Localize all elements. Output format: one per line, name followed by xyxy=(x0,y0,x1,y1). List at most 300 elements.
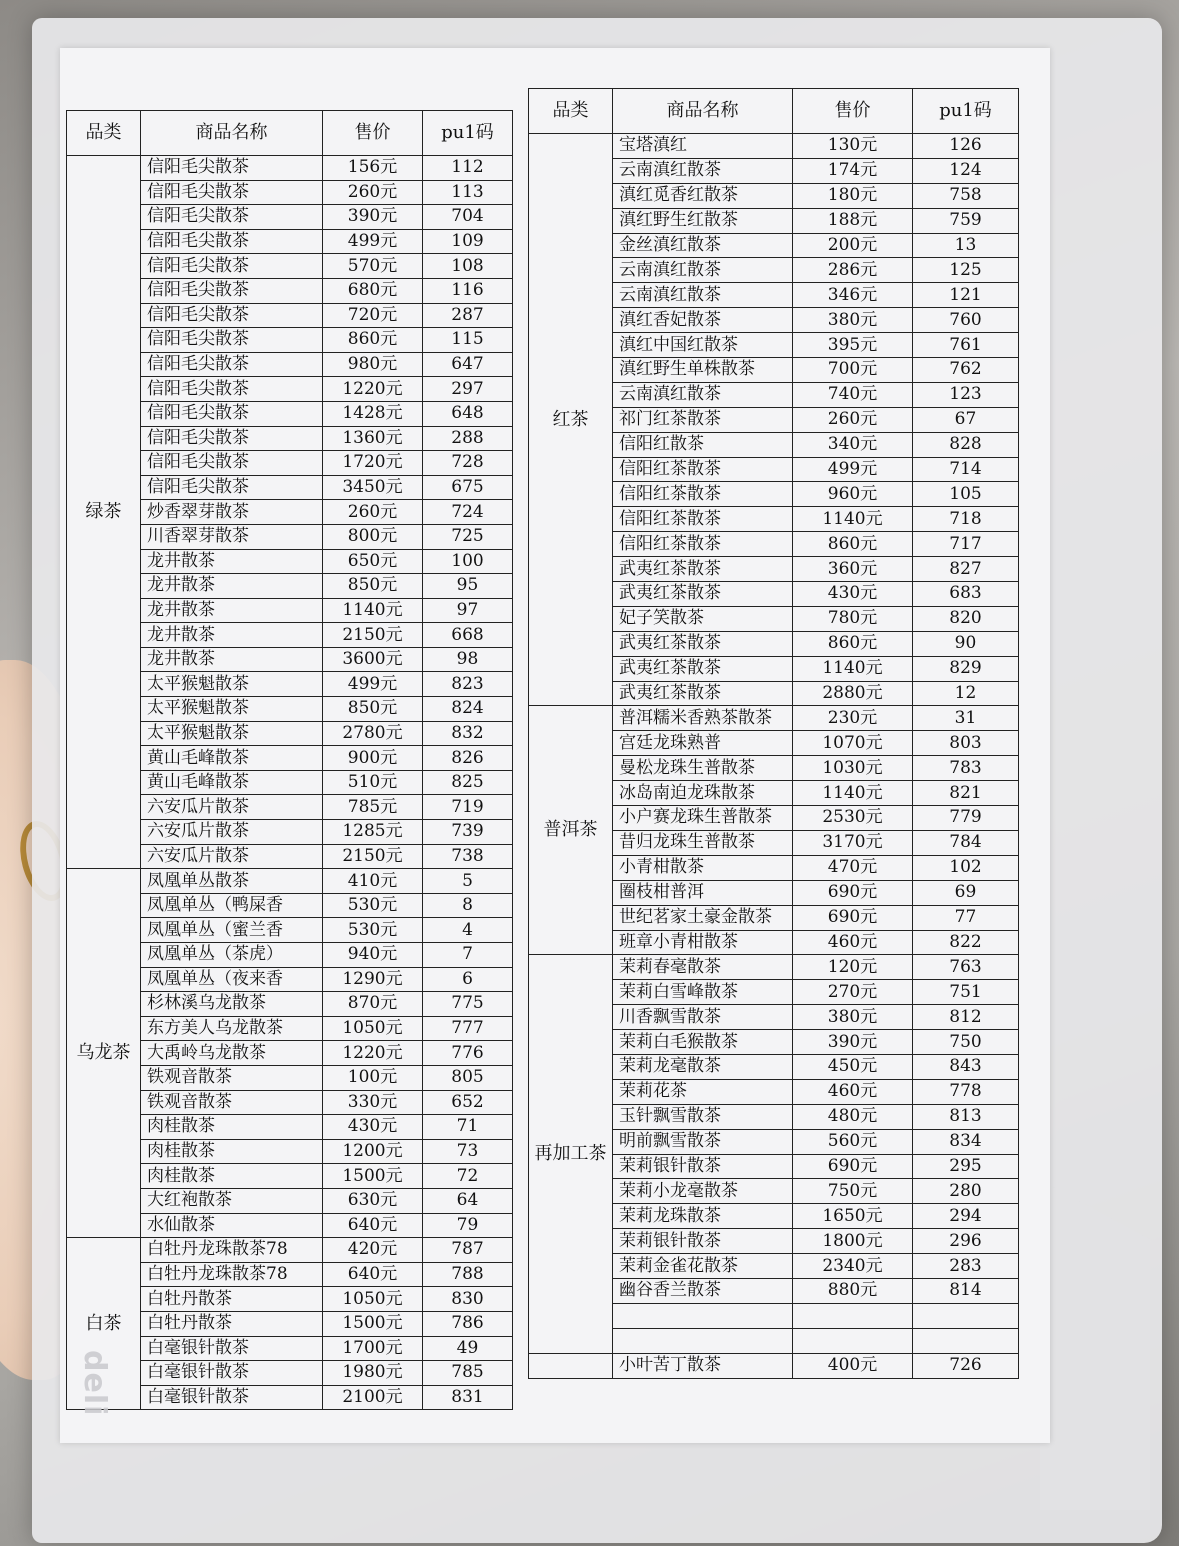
price-cell: 499元 xyxy=(793,457,913,482)
price-cell: 1140元 xyxy=(793,781,913,806)
price-cell: 260元 xyxy=(793,407,913,432)
code-cell: 776 xyxy=(423,1041,513,1066)
price-cell: 480元 xyxy=(793,1104,913,1129)
price-cell: 1500元 xyxy=(323,1164,423,1189)
price-cell: 346元 xyxy=(793,283,913,308)
name-cell: 信阳红茶散茶 xyxy=(613,482,793,507)
name-cell: 信阳红茶散茶 xyxy=(613,507,793,532)
price-cell: 499元 xyxy=(323,672,423,697)
name-cell: 大禹岭乌龙散茶 xyxy=(141,1041,323,1066)
price-cell: 156元 xyxy=(323,156,423,181)
name-cell xyxy=(613,1303,793,1328)
name-cell: 滇红中国红散茶 xyxy=(613,333,793,358)
code-cell: 827 xyxy=(913,557,1019,582)
price-cell: 270元 xyxy=(793,980,913,1005)
header-code: pu1码 xyxy=(913,89,1019,134)
code-cell: 704 xyxy=(423,205,513,230)
code-cell: 783 xyxy=(913,756,1019,781)
name-cell: 六安瓜片散茶 xyxy=(141,844,323,869)
code-cell: 834 xyxy=(913,1129,1019,1154)
left-price-table xyxy=(66,110,512,1410)
code-cell: 778 xyxy=(913,1079,1019,1104)
code-cell: 126 xyxy=(913,134,1019,159)
name-cell: 幽谷香兰散茶 xyxy=(613,1278,793,1303)
name-cell: 六安瓜片散茶 xyxy=(141,820,323,845)
table-row xyxy=(529,706,1019,731)
price-cell: 340元 xyxy=(793,432,913,457)
code-cell: 295 xyxy=(913,1154,1019,1179)
price-cell: 530元 xyxy=(323,918,423,943)
price-cell: 2150元 xyxy=(323,844,423,869)
price-cell: 2150元 xyxy=(323,623,423,648)
code-cell: 283 xyxy=(913,1254,1019,1279)
code-cell: 775 xyxy=(423,992,513,1017)
name-cell: 肉桂散茶 xyxy=(141,1139,323,1164)
price-cell: 560元 xyxy=(793,1129,913,1154)
table-row xyxy=(529,955,1019,980)
code-cell xyxy=(913,1303,1019,1328)
name-cell: 滇红觅香红散茶 xyxy=(613,183,793,208)
name-cell: 黄山毛峰散茶 xyxy=(141,770,323,795)
price-cell: 180元 xyxy=(793,183,913,208)
code-cell: 675 xyxy=(423,475,513,500)
price-cell: 1220元 xyxy=(323,1041,423,1066)
name-cell: 茉莉金雀花散茶 xyxy=(613,1254,793,1279)
price-cell: 1285元 xyxy=(323,820,423,845)
name-cell: 武夷红茶散茶 xyxy=(613,681,793,706)
code-cell: 788 xyxy=(423,1262,513,1287)
price-cell: 3600元 xyxy=(323,647,423,672)
code-cell: 297 xyxy=(423,377,513,402)
price-cell: 1800元 xyxy=(793,1229,913,1254)
name-cell: 圈枝柑普洱 xyxy=(613,880,793,905)
name-cell: 云南滇红散茶 xyxy=(613,258,793,283)
name-cell: 太平猴魁散茶 xyxy=(141,697,323,722)
code-cell: 5 xyxy=(423,869,513,894)
code-cell: 7 xyxy=(423,943,513,968)
name-cell: 昔归龙珠生普散茶 xyxy=(613,830,793,855)
category-cell: 白茶 xyxy=(67,1238,141,1410)
name-cell: 武夷红茶散茶 xyxy=(613,582,793,607)
name-cell: 肉桂散茶 xyxy=(141,1115,323,1140)
price-cell: 1980元 xyxy=(323,1361,423,1386)
price-cell: 330元 xyxy=(323,1090,423,1115)
code-cell: 777 xyxy=(423,1016,513,1041)
code-cell: 714 xyxy=(913,457,1019,482)
code-cell: 826 xyxy=(423,746,513,771)
name-cell: 云南滇红散茶 xyxy=(613,283,793,308)
code-cell: 728 xyxy=(423,451,513,476)
code-cell: 750 xyxy=(913,1030,1019,1055)
header-name: 商品名称 xyxy=(613,89,793,134)
code-cell: 647 xyxy=(423,352,513,377)
name-cell: 普洱糯米香熟茶散茶 xyxy=(613,706,793,731)
name-cell: 武夷红茶散茶 xyxy=(613,557,793,582)
name-cell: 信阳毛尖散茶 xyxy=(141,303,323,328)
price-cell: 860元 xyxy=(793,532,913,557)
code-cell: 738 xyxy=(423,844,513,869)
code-cell: 113 xyxy=(423,180,513,205)
code-cell: 648 xyxy=(423,401,513,426)
name-cell: 铁观音散茶 xyxy=(141,1090,323,1115)
price-cell: 940元 xyxy=(323,943,423,968)
name-cell: 世纪茗家土豪金散茶 xyxy=(613,905,793,930)
code-cell: 116 xyxy=(423,278,513,303)
code-cell: 8 xyxy=(423,893,513,918)
code-cell: 97 xyxy=(423,598,513,623)
price-cell: 2880元 xyxy=(793,681,913,706)
name-cell: 凤凰单丛（鸭屎香 xyxy=(141,893,323,918)
name-cell: 杉林溪乌龙散茶 xyxy=(141,992,323,1017)
name-cell: 妃子笑散茶 xyxy=(613,606,793,631)
name-cell xyxy=(613,1328,793,1353)
price-cell: 1200元 xyxy=(323,1139,423,1164)
name-cell: 茉莉白毛猴散茶 xyxy=(613,1030,793,1055)
price-sheet xyxy=(60,48,1050,1443)
code-cell: 751 xyxy=(913,980,1019,1005)
code-cell: 294 xyxy=(913,1204,1019,1229)
code-cell: 787 xyxy=(423,1238,513,1263)
code-cell: 825 xyxy=(423,770,513,795)
code-cell: 296 xyxy=(913,1229,1019,1254)
price-cell: 510元 xyxy=(323,770,423,795)
name-cell: 白毫银针散茶 xyxy=(141,1336,323,1361)
code-cell: 763 xyxy=(913,955,1019,980)
name-cell: 滇红野生红散茶 xyxy=(613,208,793,233)
price-cell: 860元 xyxy=(793,631,913,656)
price-cell: 120元 xyxy=(793,955,913,980)
price-cell: 1140元 xyxy=(793,507,913,532)
name-cell: 信阳毛尖散茶 xyxy=(141,475,323,500)
code-cell: 12 xyxy=(913,681,1019,706)
code-cell: 49 xyxy=(423,1336,513,1361)
name-cell: 信阳毛尖散茶 xyxy=(141,426,323,451)
name-cell: 小叶苦丁散茶 xyxy=(613,1353,793,1378)
price-cell: 650元 xyxy=(323,549,423,574)
name-cell: 滇红香妃散茶 xyxy=(613,308,793,333)
code-cell: 98 xyxy=(423,647,513,672)
name-cell: 龙井散茶 xyxy=(141,574,323,599)
name-cell: 宝塔滇红 xyxy=(613,134,793,159)
table-row xyxy=(67,156,513,181)
price-cell: 780元 xyxy=(793,606,913,631)
code-cell: 784 xyxy=(913,830,1019,855)
price-cell: 640元 xyxy=(323,1213,423,1238)
price-cell: 1720元 xyxy=(323,451,423,476)
code-cell: 4 xyxy=(423,918,513,943)
header-category: 品类 xyxy=(529,89,613,134)
code-cell: 760 xyxy=(913,308,1019,333)
price-cell: 100元 xyxy=(323,1065,423,1090)
name-cell: 信阳毛尖散茶 xyxy=(141,205,323,230)
code-cell: 830 xyxy=(423,1287,513,1312)
table-row xyxy=(529,1353,1019,1378)
code-cell: 287 xyxy=(423,303,513,328)
price-cell: 1070元 xyxy=(793,731,913,756)
price-cell: 3170元 xyxy=(793,830,913,855)
name-cell: 信阳红茶散茶 xyxy=(613,532,793,557)
name-cell: 凤凰单丛散茶 xyxy=(141,869,323,894)
name-cell: 小户赛龙珠生普散茶 xyxy=(613,806,793,831)
price-cell: 1050元 xyxy=(323,1287,423,1312)
code-cell: 13 xyxy=(913,233,1019,258)
price-cell: 720元 xyxy=(323,303,423,328)
code-cell: 71 xyxy=(423,1115,513,1140)
brand-watermark: deli xyxy=(77,1350,112,1417)
price-cell: 1650元 xyxy=(793,1204,913,1229)
price-cell: 390元 xyxy=(323,205,423,230)
price-cell: 460元 xyxy=(793,1079,913,1104)
code-cell: 105 xyxy=(913,482,1019,507)
name-cell: 茉莉龙珠散茶 xyxy=(613,1204,793,1229)
code-cell: 824 xyxy=(423,697,513,722)
name-cell: 玉针飘雪散茶 xyxy=(613,1104,793,1129)
price-cell: 2340元 xyxy=(793,1254,913,1279)
price-cell: 1700元 xyxy=(323,1336,423,1361)
code-cell: 726 xyxy=(913,1353,1019,1378)
code-cell: 718 xyxy=(913,507,1019,532)
price-cell: 800元 xyxy=(323,524,423,549)
name-cell: 茉莉春毫散茶 xyxy=(613,955,793,980)
price-cell: 690元 xyxy=(793,905,913,930)
name-cell: 川香飘雪散茶 xyxy=(613,1005,793,1030)
name-cell: 东方美人乌龙散茶 xyxy=(141,1016,323,1041)
price-cell: 700元 xyxy=(793,358,913,383)
name-cell: 金丝滇红散茶 xyxy=(613,233,793,258)
price-cell: 130元 xyxy=(793,134,913,159)
code-cell: 69 xyxy=(913,880,1019,905)
name-cell: 云南滇红散茶 xyxy=(613,158,793,183)
price-cell: 785元 xyxy=(323,795,423,820)
header-name: 商品名称 xyxy=(141,111,323,156)
category-cell: 普洱茶 xyxy=(529,706,613,955)
name-cell: 凤凰单丛（夜来香 xyxy=(141,967,323,992)
name-cell: 茉莉龙毫散茶 xyxy=(613,1054,793,1079)
price-cell xyxy=(793,1328,913,1353)
code-cell: 125 xyxy=(913,258,1019,283)
code-cell: 779 xyxy=(913,806,1019,831)
category-cell: 绿茶 xyxy=(67,156,141,869)
name-cell: 冰岛南迫龙珠散茶 xyxy=(613,781,793,806)
code-cell: 762 xyxy=(913,358,1019,383)
header-code: pu1码 xyxy=(423,111,513,156)
name-cell: 白毫银针散茶 xyxy=(141,1361,323,1386)
code-cell: 112 xyxy=(423,156,513,181)
price-cell: 430元 xyxy=(323,1115,423,1140)
price-cell: 850元 xyxy=(323,574,423,599)
code-cell: 109 xyxy=(423,229,513,254)
price-cell: 690元 xyxy=(793,1154,913,1179)
price-cell: 1140元 xyxy=(323,598,423,623)
code-cell: 100 xyxy=(423,549,513,574)
price-cell: 750元 xyxy=(793,1179,913,1204)
code-cell: 725 xyxy=(423,524,513,549)
name-cell: 信阳红散茶 xyxy=(613,432,793,457)
price-cell: 2530元 xyxy=(793,806,913,831)
code-cell: 805 xyxy=(423,1065,513,1090)
name-cell: 信阳红茶散茶 xyxy=(613,457,793,482)
name-cell: 黄山毛峰散茶 xyxy=(141,746,323,771)
name-cell: 茉莉白雪峰散茶 xyxy=(613,980,793,1005)
name-cell: 宫廷龙珠熟普 xyxy=(613,731,793,756)
name-cell: 曼松龙珠生普散茶 xyxy=(613,756,793,781)
code-cell: 124 xyxy=(913,158,1019,183)
price-cell: 640元 xyxy=(323,1262,423,1287)
code-cell: 822 xyxy=(913,930,1019,955)
name-cell: 云南滇红散茶 xyxy=(613,382,793,407)
header-price: 售价 xyxy=(793,89,913,134)
code-cell: 108 xyxy=(423,254,513,279)
name-cell: 凤凰单丛（蜜兰香 xyxy=(141,918,323,943)
name-cell: 茉莉小龙毫散茶 xyxy=(613,1179,793,1204)
price-cell: 188元 xyxy=(793,208,913,233)
code-cell: 758 xyxy=(913,183,1019,208)
code-cell: 719 xyxy=(423,795,513,820)
category-cell: 再加工茶 xyxy=(529,955,613,1353)
right-price-table xyxy=(528,88,1018,1379)
code-cell: 31 xyxy=(913,706,1019,731)
price-cell: 2780元 xyxy=(323,721,423,746)
name-cell: 滇红野生单株散茶 xyxy=(613,358,793,383)
name-cell: 太平猴魁散茶 xyxy=(141,721,323,746)
name-cell: 信阳毛尖散茶 xyxy=(141,401,323,426)
code-cell: 828 xyxy=(913,432,1019,457)
name-cell: 小青柑散茶 xyxy=(613,855,793,880)
name-cell: 信阳毛尖散茶 xyxy=(141,278,323,303)
price-cell: 870元 xyxy=(323,992,423,1017)
name-cell: 茉莉银针散茶 xyxy=(613,1229,793,1254)
code-cell: 823 xyxy=(423,672,513,697)
price-cell: 420元 xyxy=(323,1238,423,1263)
category-cell xyxy=(529,1353,613,1378)
price-cell: 3450元 xyxy=(323,475,423,500)
name-cell: 水仙散茶 xyxy=(141,1213,323,1238)
code-cell: 739 xyxy=(423,820,513,845)
code-cell: 668 xyxy=(423,623,513,648)
price-cell: 960元 xyxy=(793,482,913,507)
code-cell: 280 xyxy=(913,1179,1019,1204)
code-cell: 803 xyxy=(913,731,1019,756)
code-cell: 79 xyxy=(423,1213,513,1238)
header-price: 售价 xyxy=(323,111,423,156)
price-cell: 360元 xyxy=(793,557,913,582)
price-cell: 260元 xyxy=(323,180,423,205)
name-cell: 武夷红茶散茶 xyxy=(613,656,793,681)
code-cell: 843 xyxy=(913,1054,1019,1079)
code-cell: 761 xyxy=(913,333,1019,358)
price-cell: 850元 xyxy=(323,697,423,722)
code-cell: 95 xyxy=(423,574,513,599)
price-cell: 1360元 xyxy=(323,426,423,451)
code-cell: 724 xyxy=(423,500,513,525)
name-cell: 川香翠芽散茶 xyxy=(141,524,323,549)
price-cell: 174元 xyxy=(793,158,913,183)
code-cell: 717 xyxy=(913,532,1019,557)
code-cell: 820 xyxy=(913,606,1019,631)
name-cell: 龙井散茶 xyxy=(141,647,323,672)
price-cell: 1428元 xyxy=(323,401,423,426)
name-cell: 龙井散茶 xyxy=(141,549,323,574)
price-cell: 1140元 xyxy=(793,656,913,681)
name-cell: 信阳毛尖散茶 xyxy=(141,451,323,476)
price-cell: 980元 xyxy=(323,352,423,377)
price-cell: 530元 xyxy=(323,893,423,918)
code-cell: 814 xyxy=(913,1278,1019,1303)
name-cell: 信阳毛尖散茶 xyxy=(141,328,323,353)
code-cell: 6 xyxy=(423,967,513,992)
code-cell: 77 xyxy=(913,905,1019,930)
code-cell: 102 xyxy=(913,855,1019,880)
code-cell: 64 xyxy=(423,1188,513,1213)
price-cell: 260元 xyxy=(323,500,423,525)
price-cell: 860元 xyxy=(323,328,423,353)
code-cell: 73 xyxy=(423,1139,513,1164)
name-cell: 太平猴魁散茶 xyxy=(141,672,323,697)
name-cell: 炒香翠芽散茶 xyxy=(141,500,323,525)
price-cell: 400元 xyxy=(793,1353,913,1378)
price-cell: 230元 xyxy=(793,706,913,731)
name-cell: 明前飘雪散茶 xyxy=(613,1129,793,1154)
price-cell: 460元 xyxy=(793,930,913,955)
name-cell: 信阳毛尖散茶 xyxy=(141,254,323,279)
code-cell: 786 xyxy=(423,1311,513,1336)
code-cell: 67 xyxy=(913,407,1019,432)
name-cell: 信阳毛尖散茶 xyxy=(141,156,323,181)
name-cell: 肉桂散茶 xyxy=(141,1164,323,1189)
code-cell: 813 xyxy=(913,1104,1019,1129)
price-cell: 395元 xyxy=(793,333,913,358)
price-cell: 690元 xyxy=(793,880,913,905)
code-cell: 785 xyxy=(423,1361,513,1386)
code-cell: 652 xyxy=(423,1090,513,1115)
name-cell: 班章小青柑散茶 xyxy=(613,930,793,955)
price-cell: 2100元 xyxy=(323,1385,423,1410)
category-cell: 乌龙茶 xyxy=(67,869,141,1238)
price-cell: 880元 xyxy=(793,1278,913,1303)
name-cell: 祁门红茶散茶 xyxy=(613,407,793,432)
code-cell: 812 xyxy=(913,1005,1019,1030)
name-cell: 白牡丹散茶 xyxy=(141,1287,323,1312)
code-cell: 821 xyxy=(913,781,1019,806)
price-cell: 630元 xyxy=(323,1188,423,1213)
table-row xyxy=(67,869,513,894)
price-cell: 286元 xyxy=(793,258,913,283)
code-cell: 832 xyxy=(423,721,513,746)
price-cell: 430元 xyxy=(793,582,913,607)
price-cell: 570元 xyxy=(323,254,423,279)
price-cell: 680元 xyxy=(323,278,423,303)
name-cell: 龙井散茶 xyxy=(141,623,323,648)
category-cell: 红茶 xyxy=(529,134,613,706)
name-cell: 白牡丹龙珠散茶78 xyxy=(141,1238,323,1263)
name-cell: 信阳毛尖散茶 xyxy=(141,352,323,377)
code-cell: 90 xyxy=(913,631,1019,656)
name-cell: 凤凰单丛（茶虎） xyxy=(141,943,323,968)
code-cell xyxy=(913,1328,1019,1353)
name-cell: 茉莉花茶 xyxy=(613,1079,793,1104)
code-cell: 115 xyxy=(423,328,513,353)
price-cell: 450元 xyxy=(793,1054,913,1079)
name-cell: 信阳毛尖散茶 xyxy=(141,377,323,402)
price-cell: 1290元 xyxy=(323,967,423,992)
price-cell: 1500元 xyxy=(323,1311,423,1336)
price-cell: 900元 xyxy=(323,746,423,771)
code-cell: 683 xyxy=(913,582,1019,607)
name-cell: 白牡丹龙珠散茶78 xyxy=(141,1262,323,1287)
name-cell: 信阳毛尖散茶 xyxy=(141,180,323,205)
name-cell: 铁观音散茶 xyxy=(141,1065,323,1090)
price-cell: 410元 xyxy=(323,869,423,894)
